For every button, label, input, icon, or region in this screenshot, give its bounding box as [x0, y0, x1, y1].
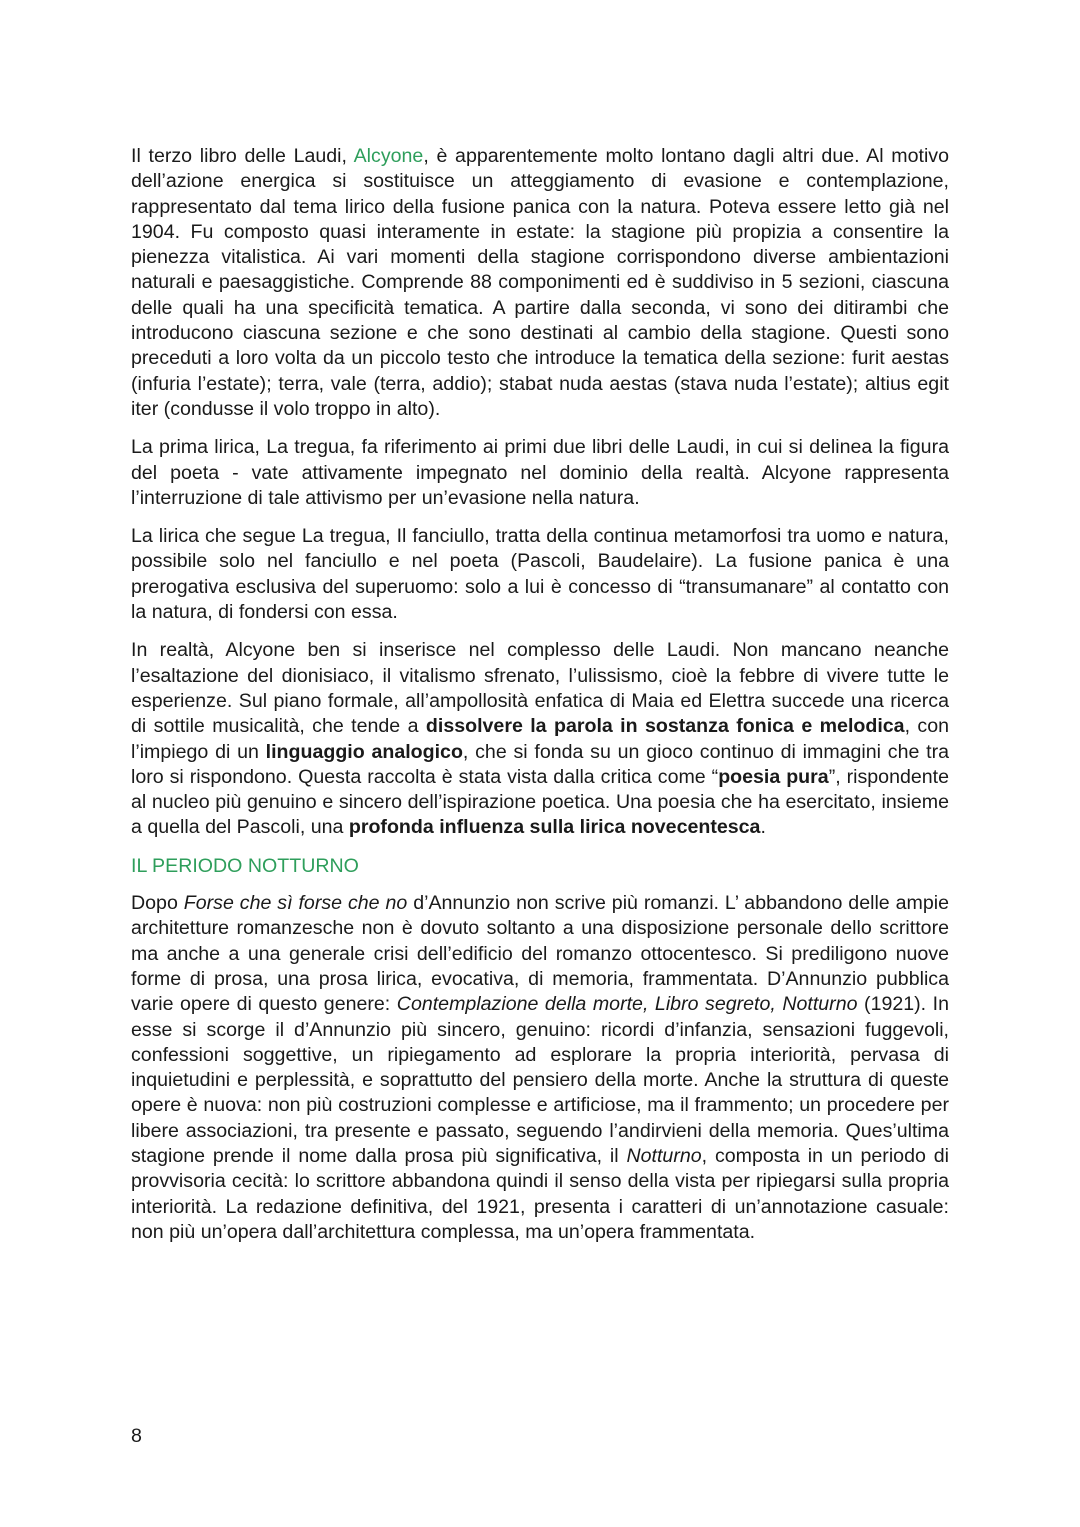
paragraph-alcyone-laudi	[131, 638, 949, 840]
paragraph-periodo-notturno	[131, 891, 949, 1245]
paragraph-il-fanciullo: La lirica che segue La tregua, Il fanciullo, tratta della continua metamorfosi tra uomo e natura, possibile solo nel fanciullo e nel poeta (Pascoli, Baudelaire). La fusione panica è una prerogativa esclusiva del superuomo: solo a lui è concesso di “transumanare” al contatto con la natura, di fondersi con essa.	[131, 525, 949, 624]
bold-text: linguaggio analogico	[265, 740, 463, 763]
bold-text: dissolvere la parola in sostanza fonica e melodica	[425, 715, 905, 738]
paragraph-la-tregua: La prima lirica, La tregua, fa riferimento ai primi due libri delle Laudi, in cui si delinea la figura del poeta - vate attivamente impegnato nel dominio della realtà. Alcyone rappresenta l’interruzione di tale attivismo per un’evasione nella natura.	[131, 436, 949, 509]
text-run: ”, rispondente al nucleo più genuino e sincero dell’ispirazione poetica. Una poesia che ha esercitato, insieme a quella del Pascoli, una	[131, 765, 950, 839]
italic-text: Contemplazione della morte, Libro segreto, Notturno	[396, 993, 858, 1016]
paragraph-alcyone-intro	[131, 144, 949, 422]
italic-text: Forse che sì forse che no	[183, 892, 408, 915]
section-heading: IL PERIODO NOTTURNO	[131, 854, 359, 877]
bold-text: poesia pura	[718, 765, 829, 788]
text-run: d’Annunzio non scrive più romanzi. L’ abbandono delle ampie architetture romanzesche non è dovuto soltanto a una disposizione personale dello scrittore ma anche a una generale crisi dell’edificio del romanzo ottocentesco. Si prediligono nuove forme di prosa, una prosa lirica, evocativa, di memoria, frammentata. D’Annunzio pubblica varie opere di questo genere:	[131, 892, 949, 1016]
text-run: , con l’impiego di un	[131, 715, 950, 763]
page-body	[131, 144, 949, 1245]
text-run: , che si fonda su un gioco continuo di immagini che tra loro si rispondono. Questa raccolta è stata vista dalla critica come “	[131, 740, 950, 788]
text-run: Il terzo libro delle Laudi,	[131, 145, 354, 167]
page-number: 8	[131, 1425, 142, 1447]
text-run: (1921). In esse si scorge il d’Annunzio più sincero, genuino: ricordi d’infanzia, sensazioni fuggevoli, confessioni soggettive, un ripiegamento ad esplorare la propria interiorità, pervasa di inquietudini e perplessità, e soprattutto del pensiero della morte. Anche la struttura di queste opere è nuova: non più costruzioni complesse e artificiose, ma il frammento; un procedere per libere associazioni, tra presente e passato, seguendo l’andirvieni della memoria. Ques’ultima stagione prende il nome dalla prosa più significativa, il	[131, 993, 950, 1167]
text-run: In realtà, Alcyone ben si inserisce nel complesso delle Laudi. Non mancano neanche l’esaltazione del dionisiaco, il vitalismo sfrenato, l’ulissismo, cioè la febbre di vivere tutte le esperienze. Sul piano formale, all’ampollosità enfatica di Maia ed Elettra succede una ricerca di sottile musicalità, che tende a	[131, 639, 949, 738]
italic-text: Notturno	[626, 1144, 702, 1167]
text-run: , composta in un periodo di provvisoria cecità: lo scrittore abbandona quindi il senso della vista per ripiegarsi sulla propria interiorità. La redazione definitiva, del 1921, presenta i caratteri di un’annotazione casuale: non più un’opera dall’architettura complessa, ma un’opera frammentata.	[131, 1144, 949, 1243]
text-run: .	[760, 816, 766, 839]
text-run: , è apparentemente molto lontano dagli altri due. Al motivo dell’azione energica si sostituisce un atteggiamento di evasione e contemplazione, rappresentato dal tema lirico della fusione panica con la natura. Poteva essere letto già nel 1904. Fu composto quasi interamente in estate: la stagione più propizia a consentire la pienezza vitalistica. Ai vari momenti della stagione corrispondono diverse ambientazioni naturali e paesaggistiche. Comprende 88 componimenti ed è suddiviso in 5 sezioni, ciascuna delle quali ha una specificità tematica. A partire dalla seconda, vi sono dei ditirambi che introducono ciascuna sezione e che sono destinati al cambio della stagione. Questi sono preceduti a loro volta da un piccolo testo che introduce la tematica della sezione: furit aestas (infuria l’estate); terra, vale (terra, addio); stabat nuda aestas (stava nuda l’estate); altius egit iter (condusse il volo troppo in alto).	[131, 145, 950, 420]
alcyone-highlight: Alcyone	[353, 145, 424, 167]
bold-text: profonda influenza sulla lirica novecentesca	[348, 816, 761, 839]
text-run: Dopo	[131, 892, 184, 915]
